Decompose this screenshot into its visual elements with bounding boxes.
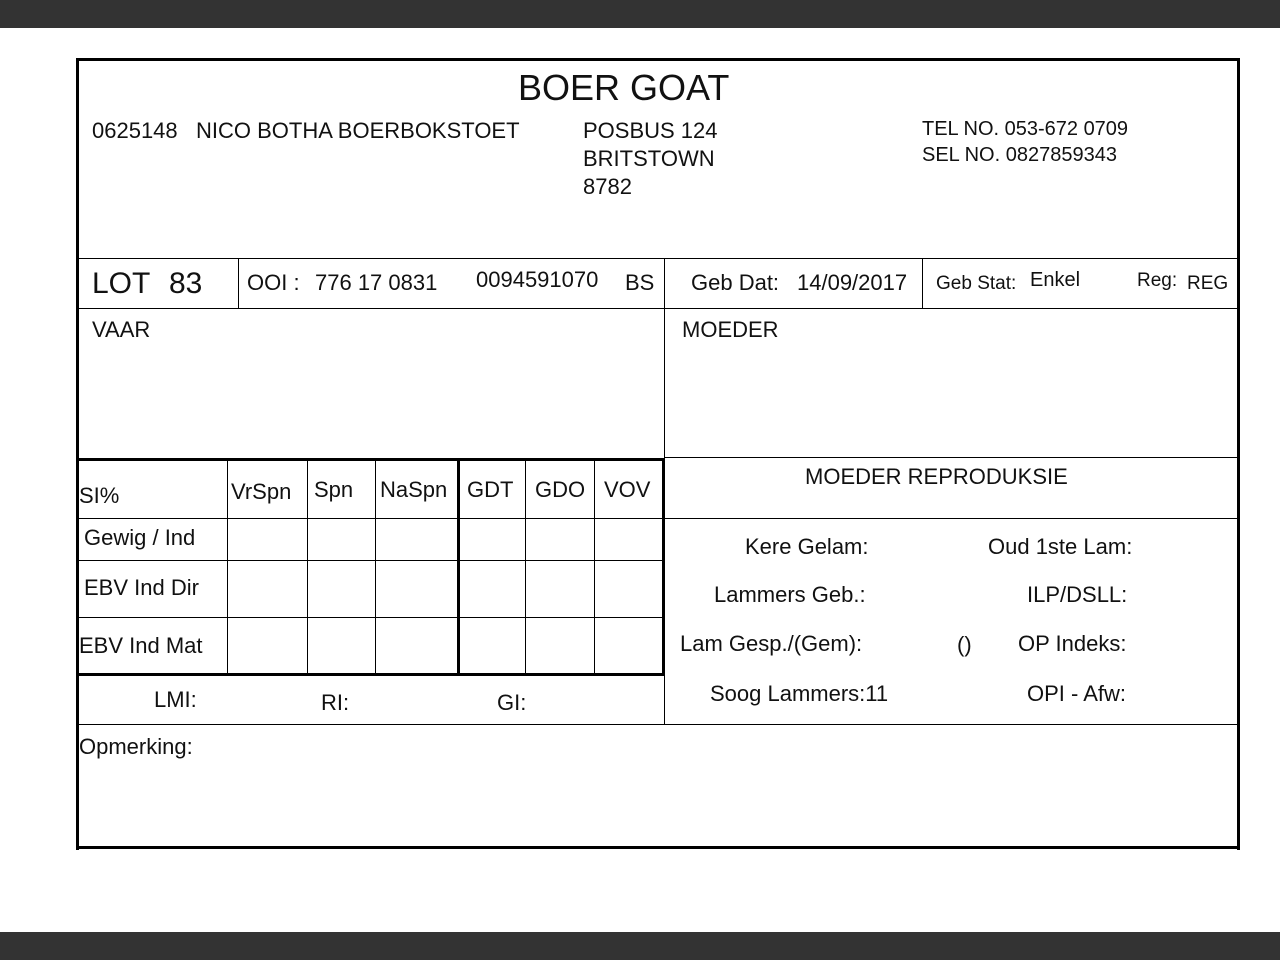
- dam-reproduction-title: MOEDER REPRODUKSIE: [805, 464, 1068, 489]
- times-lambed-label: Kere Gelam:: [745, 534, 869, 559]
- lambs-weaned-label: Lam Gesp./(Gem):: [680, 631, 863, 656]
- dam-label: MOEDER: [682, 317, 779, 342]
- document-title: BOER GOAT: [518, 67, 730, 108]
- lot-label: LOT: [92, 267, 151, 300]
- birth-date: 14/09/2017: [797, 270, 908, 295]
- lambs-born-label: Lammers Geb.:: [714, 582, 866, 607]
- sire-label: VAAR: [92, 317, 151, 342]
- bottom-bar: [0, 932, 1280, 960]
- age-first-lamb-label: Oud 1ste Lam:: [988, 534, 1133, 559]
- column-header-gdt: GDT: [467, 477, 514, 502]
- cell-number: SEL NO. 0827859343: [922, 144, 1117, 166]
- registration-number: 0094591070: [476, 267, 599, 292]
- breeder-id: 0625148: [92, 118, 178, 143]
- reg-value: REG: [1187, 273, 1229, 294]
- address-line-1: POSBUS 124: [583, 118, 718, 143]
- column-header-vov: VOV: [604, 477, 651, 502]
- lambs-weaned-value: (): [957, 632, 972, 657]
- remarks-label: Opmerking:: [79, 734, 193, 759]
- row-label-ebv-ind-mat: EBV Ind Mat: [79, 633, 203, 658]
- telephone-number: TEL NO. 053-672 0709: [922, 118, 1129, 140]
- row-label-weight-ind: Gewig / Ind: [84, 525, 196, 550]
- column-header-naspn: NaSpn: [380, 477, 448, 502]
- ooi-label: OOI :: [247, 270, 300, 295]
- address-line-2: BRITSTOWN: [583, 146, 715, 171]
- lmi-label: LMI:: [154, 687, 197, 712]
- opi-deviation-label: OPI - Afw:: [1027, 681, 1127, 706]
- op-index-label: OP Indeks:: [1018, 631, 1127, 656]
- bs-code: BS: [625, 270, 655, 295]
- ri-label: RI:: [321, 690, 350, 715]
- birth-status-label: Geb Stat:: [936, 273, 1017, 294]
- si-percent-label: SI%: [79, 483, 120, 508]
- breeder-name: NICO BOTHA BOERBOKSTOET: [196, 118, 520, 143]
- column-header-spn: Spn: [314, 477, 354, 502]
- birth-date-label: Geb Dat:: [691, 270, 780, 295]
- column-header-vrspn: VrSpn: [231, 479, 292, 504]
- lambs-suckled-label: Soog Lammers:11: [710, 681, 889, 706]
- gi-label: GI:: [497, 690, 527, 715]
- address-line-3: 8782: [583, 174, 632, 199]
- ooi-value: 776 17 0831: [315, 270, 438, 295]
- top-bar: [0, 0, 1280, 28]
- ilp-dsll-label: ILP/DSLL:: [1027, 582, 1128, 607]
- birth-status: Enkel: [1030, 269, 1081, 291]
- row-label-ebv-ind-dir: EBV Ind Dir: [84, 575, 199, 600]
- column-header-gdo: GDO: [535, 477, 586, 502]
- reg-label: Reg:: [1137, 270, 1178, 291]
- lot-number: 83: [169, 267, 203, 300]
